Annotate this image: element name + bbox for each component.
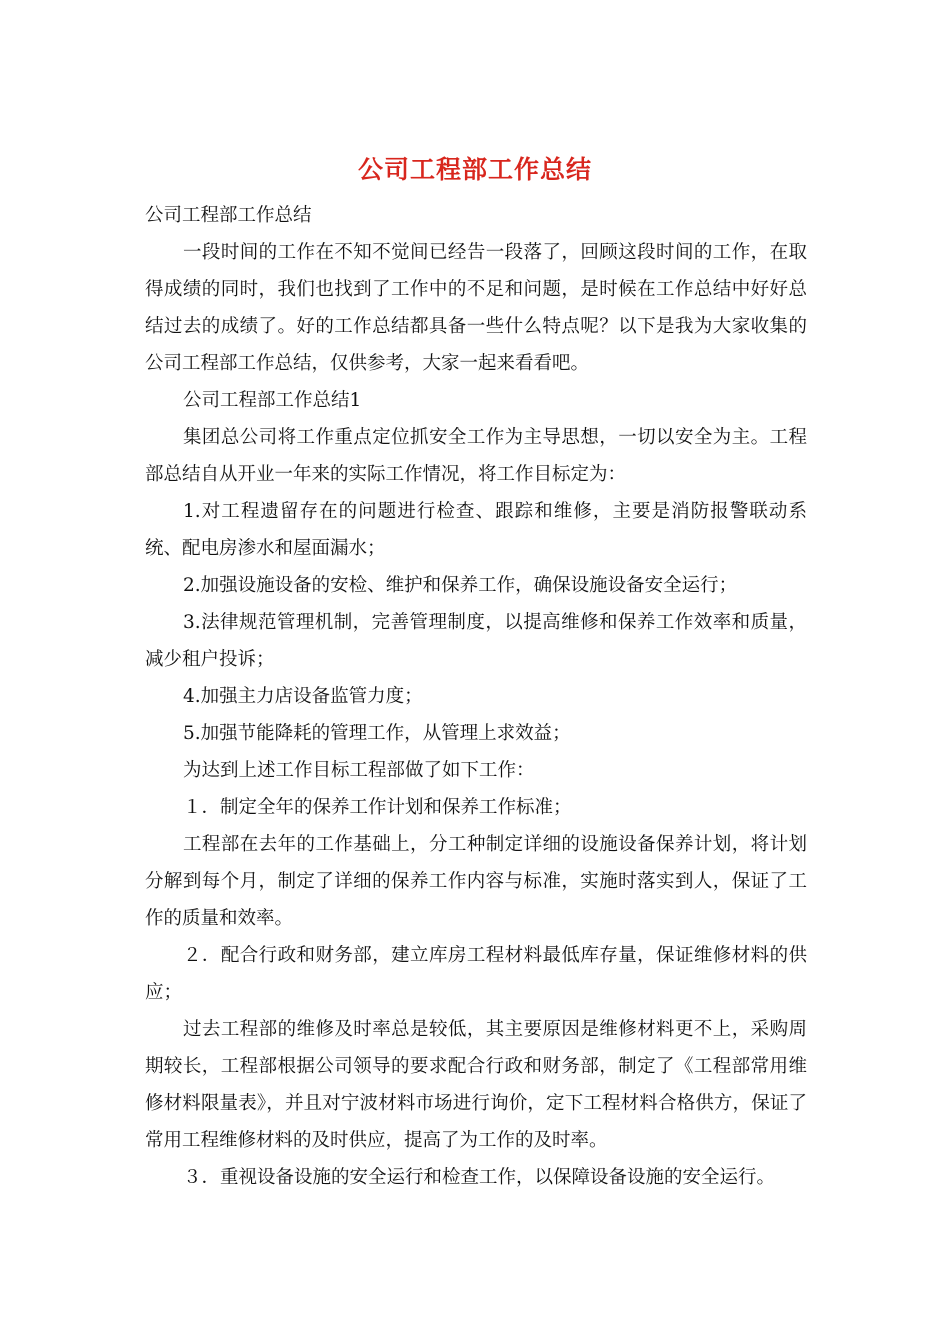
document-body (145, 197, 807, 1196)
body-paragraph: 一段时间的工作在不知不觉间已经告一段落了，回顾这段时间的工作，在取得成绩的同时，我们也找到了工作中的不足和问题，是时候在工作总结中好好总结过去的成绩了。好的工作总结都具备一些什么特点呢？以下是我为大家收集的公司工程部工作总结，仅供参考，大家一起来看看吧。 (145, 242, 807, 374)
body-paragraph: 1.对工程遗留存在的问题进行检查、跟踪和维修，主要是消防报警联动系统、配电房渗水和屋面漏水； (145, 501, 807, 559)
body-paragraph: 集团总公司将工作重点定位抓安全工作为主导思想，一切以安全为主。工程部总结自从开业一年来的实际工作情况，将工作目标定为： (145, 427, 807, 485)
body-paragraph: 2.加强设施设备的安检、维护和保养工作，确保设施设备安全运行； (183, 575, 738, 596)
body-paragraph: 公司工程部工作总结 (145, 205, 312, 226)
body-paragraph: 工程部在去年的工作基础上，分工种制定详细的设施设备保养计划，将计划分解到每个月，制定了详细的保养工作内容与标准，实施时落实到人，保证了工作的质量和效率。 (145, 834, 807, 929)
body-paragraph: 3.法律规范管理机制，完善管理制度，以提高维修和保养工作效率和质量，减少租户投诉； (145, 612, 807, 670)
body-paragraph: 5.加强节能降耗的管理工作，从管理上求效益； (183, 723, 571, 744)
body-paragraph: １．制定全年的保养工作计划和保养工作标准； (183, 797, 572, 818)
body-paragraph: 过去工程部的维修及时率总是较低，其主要原因是维修材料更不上，采购周期较长，工程部根据公司领导的要求配合行政和财务部，制定了《工程部常用维修材料限量表》，并且对宁波材料市场进行询价，定下工程材料合格供方，保证了常用工程维修材料的及时供应，提高了为工作的及时率。 (145, 1019, 807, 1151)
body-paragraph: ２．配合行政和财务部，建立库房工程材料最低库存量，保证维修材料的供应； (145, 945, 807, 1003)
document-title: 公司工程部工作总结 (357, 155, 592, 184)
body-paragraph: ３．重视设备设施的安全运行和检查工作，以保障设备设施的安全运行。 (183, 1167, 776, 1188)
body-paragraph: 公司工程部工作总结1 (183, 390, 362, 411)
body-paragraph: 为达到上述工作目标工程部做了如下工作： (183, 760, 535, 781)
body-paragraph: 4.加强主力店设备监管力度； (183, 686, 423, 707)
